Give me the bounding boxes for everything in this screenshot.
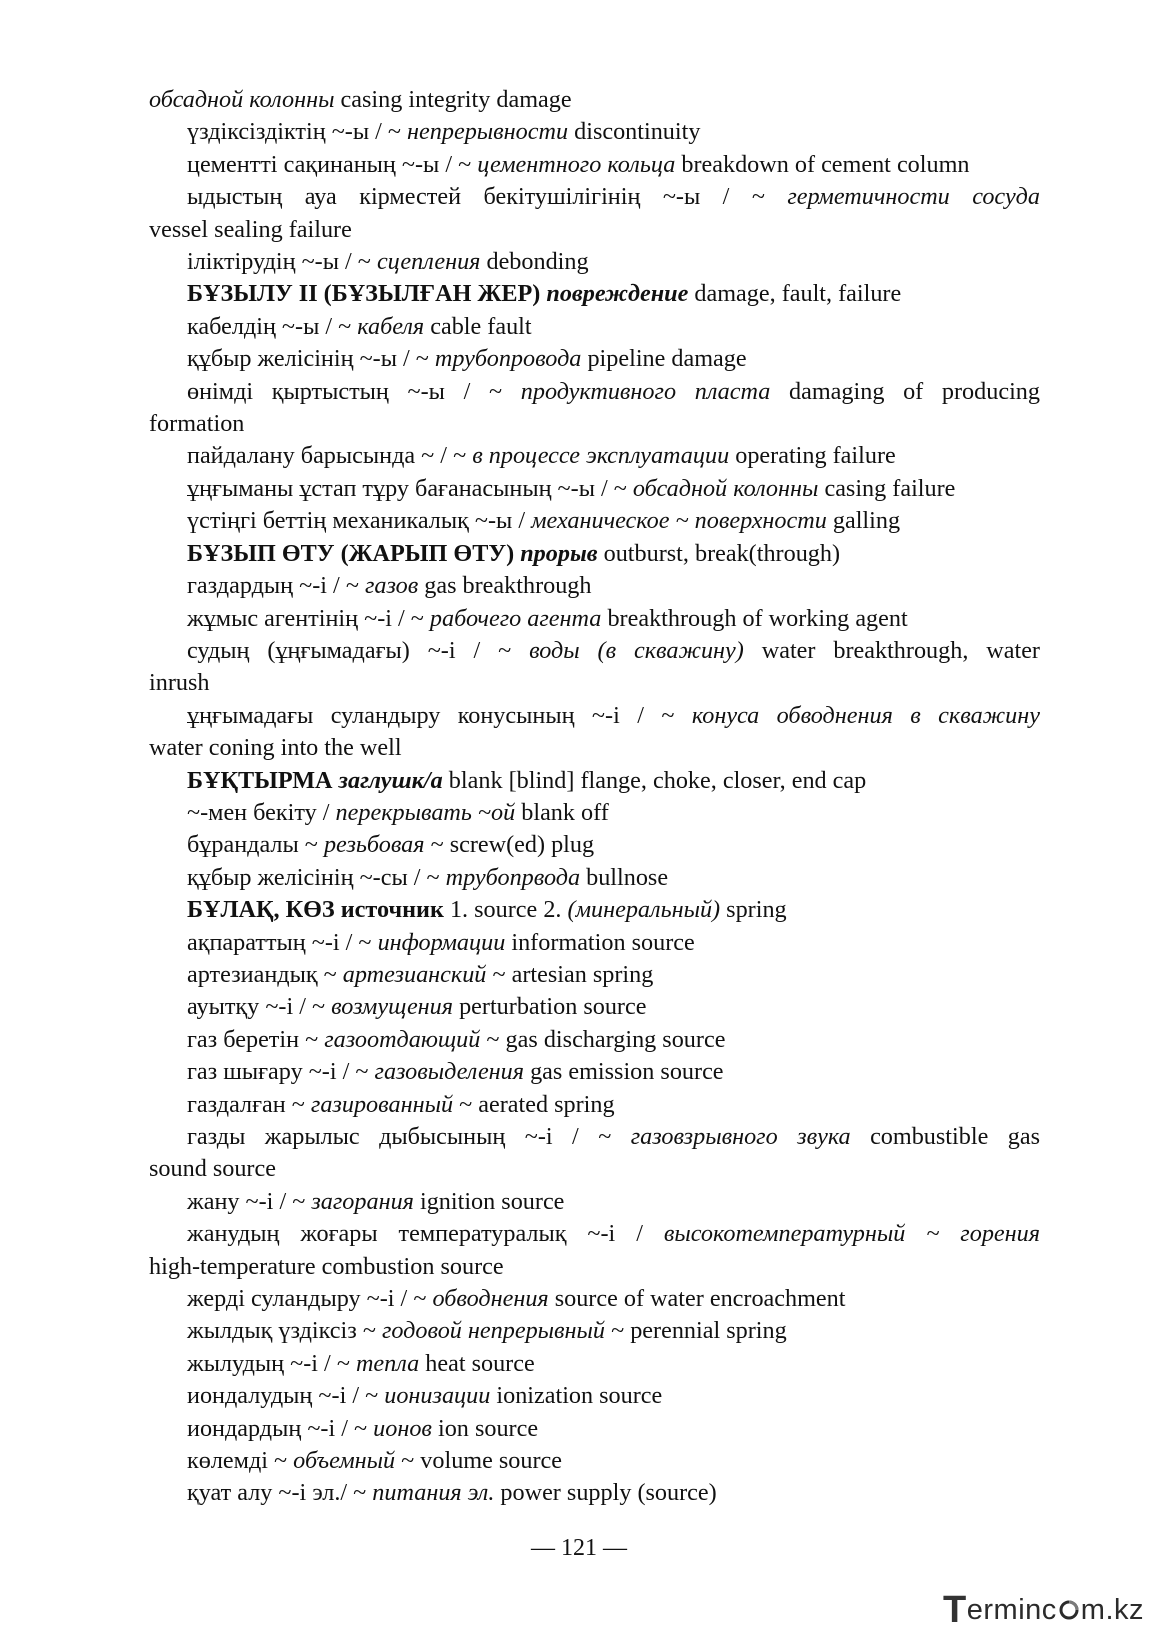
- entry-text: water breakthrough, water: [743, 636, 1040, 664]
- entry-text: пайдалану барысында ~ / ~: [187, 442, 473, 470]
- entry-text: high-temperature combustion source: [149, 1252, 504, 1280]
- entry-line: [149, 959, 1040, 991]
- russian-term: тепла: [355, 1349, 420, 1377]
- entry-text: ауытқу ~-і / ~: [187, 993, 332, 1021]
- entry-line: [149, 84, 1040, 116]
- entry-text: combustible gas: [850, 1123, 1040, 1150]
- entry-text: discontinuity: [568, 118, 701, 146]
- entry-line: [149, 1056, 1040, 1088]
- entry-text: spring: [720, 896, 787, 924]
- entry-line: [149, 311, 1040, 343]
- russian-term: трубопровода: [434, 345, 582, 373]
- entry-text: ion source: [431, 1414, 539, 1442]
- russian-term: газовзрывного звука: [630, 1123, 851, 1150]
- entry-line: [149, 700, 1040, 732]
- entry-line: [149, 246, 1040, 278]
- entry-line: [149, 765, 1040, 797]
- russian-term: кабеля: [357, 312, 425, 340]
- entry-line: [149, 149, 1040, 181]
- termincom-logo: [943, 1588, 1144, 1631]
- logo-text-end: m.kz: [1080, 1593, 1144, 1626]
- russian-term: загорания: [311, 1187, 414, 1215]
- entry-line: [149, 473, 1040, 505]
- entry-text: galling: [826, 507, 901, 535]
- entry-text: газдардың ~-і / ~: [187, 572, 365, 600]
- russian-term: (минеральный): [567, 896, 721, 924]
- entry-text: жанудың жоғары температуралық ~-і /: [187, 1220, 664, 1248]
- entry-text: ~ artesian spring: [486, 960, 654, 988]
- entry-text: ~ screw(ed) plug: [424, 831, 595, 859]
- entry-text: ~ volume source: [395, 1447, 563, 1475]
- entry-text: inrush: [149, 669, 210, 697]
- page-number: — 121 —: [531, 1535, 627, 1561]
- headword-text: повреждение: [546, 280, 689, 308]
- entry-line: [149, 1477, 1040, 1509]
- entry-line: [149, 1153, 1040, 1185]
- entry-line: [149, 278, 1040, 310]
- entry-line: [149, 1315, 1040, 1347]
- russian-term: возмущения: [331, 993, 454, 1021]
- russian-term: газированный: [310, 1090, 454, 1118]
- entry-line: [149, 635, 1040, 667]
- entry-text: power supply (source): [494, 1479, 717, 1507]
- entry-text: sound source: [149, 1155, 276, 1183]
- entry-text: құбыр желісінің ~-ы / ~: [187, 345, 435, 373]
- entry-line: [149, 1089, 1040, 1121]
- entry-line: [149, 732, 1040, 764]
- entry-text: өнімді қыртыстың ~-ы / ~: [187, 377, 521, 405]
- entry-text: heat source: [419, 1349, 535, 1377]
- entry-line: [149, 408, 1040, 440]
- russian-term: годовой непрерывный: [381, 1317, 606, 1345]
- entry-text: blank [blind] flange, choke, closer, end cap: [442, 766, 867, 794]
- entry-line: [149, 894, 1040, 926]
- entry-line: [149, 829, 1040, 861]
- entry-text: ~ gas discharging source: [480, 1025, 726, 1053]
- entry-line: [149, 1283, 1040, 1315]
- russian-term: воды (в скважину): [529, 636, 744, 664]
- entry-text: үздіксіздіктің ~-ы / ~: [187, 118, 408, 146]
- entry-text: іліктірудің ~-ы / ~: [187, 248, 377, 276]
- russian-term: газов: [364, 572, 419, 600]
- russian-term: артезианский: [342, 960, 487, 988]
- entry-line: [149, 667, 1040, 699]
- entry-text: ignition source: [413, 1187, 565, 1215]
- headword-text: БҰЗЫП ӨТУ (ЖАРЫП ӨТУ): [187, 539, 521, 567]
- entry-text: 1. source 2.: [443, 896, 568, 924]
- entry-text: құбыр желісінің ~-сы / ~: [187, 863, 446, 891]
- entry-text: breakdown of cement column: [675, 150, 970, 178]
- entry-text: жылдық үздіксіз ~: [187, 1317, 382, 1345]
- entry-text: ~ perennial spring: [605, 1317, 787, 1345]
- russian-term: ионов: [373, 1414, 432, 1442]
- headword-text: БҰҚТЫРМА: [187, 766, 339, 794]
- entry-text: газдалған ~: [187, 1090, 311, 1118]
- entry-text: ұңғыманы ұстап тұру бағанасының ~-ы / ~: [187, 474, 633, 502]
- entry-text: gas emission source: [524, 1058, 724, 1086]
- entry-text: бұрандалы ~: [187, 831, 324, 859]
- entry-line: [149, 214, 1040, 246]
- entry-text: gas breakthrough: [418, 572, 592, 600]
- entry-text: көлемді ~: [187, 1447, 294, 1475]
- russian-term: герметичности сосуда: [787, 183, 1040, 211]
- entry-text: жылудың ~-і / ~: [187, 1349, 356, 1377]
- entry-text: vessel sealing failure: [149, 215, 352, 243]
- entry-line: [149, 538, 1040, 570]
- entry-text: operating failure: [729, 442, 896, 470]
- entry-text: ыдыстың ауа кірместей бекітушілігінің ~-ы / ~: [187, 183, 788, 211]
- entry-line: [149, 991, 1040, 1023]
- entry-text: outburst, break(through): [597, 539, 841, 567]
- entry-line: [149, 1218, 1040, 1250]
- entry-text: ~-мен бекіту /: [187, 798, 336, 826]
- entry-text: casing integrity damage: [334, 86, 572, 113]
- russian-term: обсадной колонны: [632, 474, 819, 502]
- entry-text: damaging of producing: [770, 377, 1040, 405]
- entry-text: газды жарылыс дыбысының ~-і / ~: [187, 1123, 631, 1150]
- entry-text: breakthrough of working agent: [601, 604, 908, 632]
- russian-term: информации: [377, 928, 506, 956]
- logo-text-start: erminc: [966, 1593, 1057, 1626]
- russian-term: высокотемпературный ~ горения: [663, 1220, 1040, 1248]
- entry-text: bullnose: [580, 863, 669, 891]
- entry-text: артезиандық ~: [187, 960, 343, 988]
- entry-text: цементті сақинаның ~-ы / ~: [187, 150, 478, 178]
- entry-text: casing failure: [818, 474, 956, 502]
- russian-term: рабочего агента: [429, 604, 602, 632]
- entry-text: газ беретін ~: [187, 1025, 325, 1053]
- entry-line: [149, 603, 1040, 635]
- entry-line: [149, 1186, 1040, 1218]
- russian-term: питания эл.: [372, 1479, 495, 1507]
- russian-term: газоотдающий: [324, 1025, 481, 1053]
- entry-line: [149, 797, 1040, 829]
- entry-line: [149, 862, 1040, 894]
- entry-text: pipeline damage: [581, 345, 747, 373]
- headword-text: БҰЗЫЛУ II (БҰЗЫЛҒАН ЖЕР): [187, 280, 547, 308]
- entry-line: [149, 505, 1040, 537]
- russian-term: механическое ~ поверхности: [531, 507, 827, 535]
- entry-line: [149, 1380, 1040, 1412]
- entry-line: [149, 927, 1040, 959]
- russian-term: ионизации: [384, 1382, 491, 1410]
- headword-text: заглушк/а: [338, 766, 443, 794]
- entry-text: судың (ұңғымадағы) ~-і / ~: [187, 636, 530, 664]
- entry-text: debonding: [480, 248, 589, 276]
- entry-line: [149, 376, 1040, 408]
- entry-line: [149, 1121, 1040, 1153]
- russian-term: газовыделения: [374, 1058, 525, 1086]
- entry-text: information source: [505, 928, 695, 956]
- entry-line: [149, 116, 1040, 148]
- entry-text: кабелдің ~-ы / ~: [187, 312, 358, 340]
- entry-line: [149, 1445, 1040, 1477]
- russian-term: объемный: [293, 1447, 396, 1475]
- entry-text: source of water encroachment: [548, 1285, 846, 1313]
- logo-letter-t: T: [943, 1588, 967, 1631]
- entry-text: жану ~-і / ~: [187, 1187, 312, 1215]
- russian-term: конуса обводнения в скважину: [691, 701, 1040, 729]
- entry-text: иондалудың ~-і / ~: [187, 1382, 385, 1410]
- entry-text: газ шығару ~-і / ~: [187, 1058, 375, 1086]
- entry-text: үстіңгі беттің механикалық ~-ы /: [187, 507, 532, 535]
- entry-text: cable fault: [424, 312, 532, 340]
- headword-text: БҰЛАҚ, КӨЗ источник: [187, 896, 444, 924]
- russian-term: продуктивного пласта: [520, 377, 771, 405]
- entry-text: ұңғымадағы суландыру конусының ~-і / ~: [187, 701, 692, 729]
- russian-term: сцепления: [376, 248, 481, 276]
- entry-text: water coning into the well: [149, 734, 402, 762]
- entry-text: қуат алу ~-і эл./ ~: [187, 1479, 373, 1507]
- entry-text: damage, fault, failure: [688, 280, 902, 308]
- entry-line: [149, 181, 1040, 213]
- entry-line: [149, 570, 1040, 602]
- russian-term: обсадной колонны: [149, 86, 335, 113]
- entry-line: [149, 1413, 1040, 1445]
- entry-text: ~ aerated spring: [453, 1090, 615, 1118]
- russian-term: в процессе эксплуатации: [472, 442, 730, 470]
- entry-text: formation: [149, 410, 245, 438]
- entry-line: [149, 1348, 1040, 1380]
- russian-term: цементного кольца: [477, 150, 676, 178]
- entry-line: [149, 440, 1040, 472]
- entry-line: [149, 1024, 1040, 1056]
- entry-text: иондардың ~-і / ~: [187, 1414, 374, 1442]
- entry-text: жерді суландыру ~-і / ~: [187, 1285, 433, 1313]
- entry-text: ionization source: [490, 1382, 663, 1410]
- dictionary-text: [149, 84, 1040, 1510]
- russian-term: резьбовая: [323, 831, 425, 859]
- headword-text: прорыв: [520, 539, 598, 567]
- russian-term: непрерывности: [407, 118, 569, 146]
- entry-text: ақпараттың ~-і / ~: [187, 928, 378, 956]
- entry-line: [149, 343, 1040, 375]
- entry-text: жұмыс агентінің ~-і / ~: [187, 604, 430, 632]
- russian-term: трубопрвода: [445, 863, 581, 891]
- entry-text: perturbation source: [453, 993, 647, 1021]
- russian-term: перекрывать ~ой: [335, 798, 516, 826]
- entry-line: [149, 1251, 1040, 1283]
- logo-o-icon: [1058, 1599, 1080, 1621]
- entry-text: blank off: [515, 798, 609, 826]
- russian-term: обводнения: [432, 1285, 549, 1313]
